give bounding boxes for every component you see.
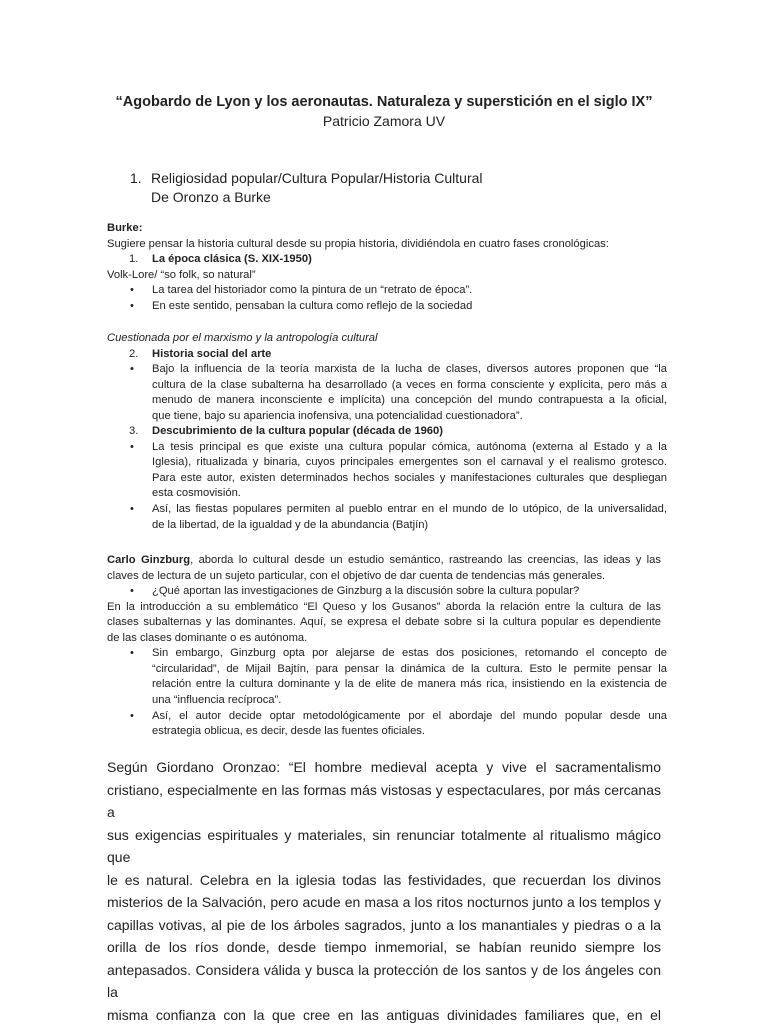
bullet-text: [152, 440, 667, 502]
burke-heading: Burke:: [107, 221, 142, 237]
bullet-icon: •: [130, 646, 134, 662]
text-line: claves de lectura de un sujeto particular, con el objetivo de dar cuenta de tendencias más generales.: [107, 569, 661, 585]
phase-3-number: 3.: [129, 424, 138, 440]
text-line: Bajo la influencia de la teoría marxista de la lucha de clases, diversos autores proponen que “la: [152, 362, 667, 378]
bullet-icon: •: [130, 283, 134, 299]
text-line: misterios de la Salvación, pero acude en masa a los ritos nocturnos junto a los templos y: [107, 891, 661, 914]
bullet-text: En este sentido, pensaban la cultura como reflejo de la sociedad: [152, 299, 472, 315]
bullet-icon: •: [130, 440, 134, 456]
text-line: La tesis principal es que existe una cultura popular cómica, autónoma (externa al Estado y a la: [152, 440, 667, 456]
text-line: Sin embargo, Ginzburg opta por alejarse de estas dos posiciones, retomando el concepto de: [152, 646, 667, 662]
text-line: esta cosmovisión.: [152, 486, 667, 502]
bullet-text: ¿Qué aportan las investigaciones de Ginzburg a la discusión sobre la cultura popular?: [152, 584, 579, 600]
bullet-text: La tarea del historiador como la pintura de un “retrato de época”.: [152, 283, 472, 299]
text-line: antepasados. Considera válida y busca la protección de los santos y de los ángeles con la: [107, 959, 661, 1004]
text-line: de la libertad, de la igualdad y de la abundancia (Batjín): [152, 518, 667, 534]
phase-1-title: La época clásica (S. XIX-1950): [152, 252, 312, 268]
text-line: estrategia oblicua, es decir, desde las fuentes oficiales.: [152, 724, 667, 740]
text-line: Para este autor, existen determinados hechos sociales y manifestaciones culturales que despliegan: [152, 471, 667, 487]
text-line: “circularidad”, de Mijail Bajtín, para pensar la dinámica de la cultura. Esto le permite pensar la: [152, 662, 667, 678]
phase-3-title: Descubrimiento de la cultura popular (década de 1960): [152, 424, 443, 440]
text-line: cristiano, especialmente en las formas más vistosas y espectaculares, por más cercanas a: [107, 779, 661, 824]
text-line: misma confianza con la que cree en las antiguas divinidades familiares que, en el: [107, 1004, 661, 1026]
bullet-text: [152, 709, 667, 740]
document-title: “Agobardo de Lyon y los aeronautas. Naturaleza y superstición en el siglo IX”: [0, 94, 768, 110]
ginzburg-paragraph-2: [107, 600, 661, 647]
document-author: Patricio Zamora UV: [0, 113, 768, 129]
text-line: Así, las fiestas populares permiten al pueblo entrar en el mundo de lo utópico, de la universalidad,: [152, 502, 667, 518]
text-line: que tiene, bajo su apariencia inofensiva, una potencialidad cuestionadora”.: [152, 409, 667, 425]
bullet-icon: •: [130, 709, 134, 725]
ginzburg-paragraph-1: [107, 553, 661, 584]
bullet-text: [152, 362, 667, 424]
bullet-icon: •: [130, 299, 134, 315]
italic-note: Cuestionada por el marxismo y la antropología cultural: [107, 331, 378, 347]
section-title-line2: De Oronzo a Burke: [151, 187, 271, 207]
burke-intro: Sugiere pensar la historia cultural desde su propia historia, dividiéndola en cuatro fases cronológicas:: [107, 237, 609, 253]
ginzburg-name: Carlo Ginzburg: [107, 554, 190, 566]
text-line: [107, 553, 661, 569]
section-number: 1.: [130, 168, 142, 188]
text-line: clases subalternas y las dominantes. Aquí, se expresa el debate sobre si la cultura popular es dependiente: [107, 615, 661, 631]
text-line: sus exigencias espirituales y materiales, sin renunciar totalmente al ritualismo mágico que: [107, 824, 661, 869]
oronzo-paragraph: [107, 756, 661, 1026]
text-span: , aborda lo cultural desde un estudio semántico, rastreando las creencias, las ideas y las: [190, 554, 661, 566]
text-line: menudo de manera inconsciente e implícita) una concepción del mundo contrapuesta a la oficial,: [152, 393, 667, 409]
section-title-line1: Religiosidad popular/Cultura Popular/Historia Cultural: [151, 168, 483, 188]
phase-2-title: Historia social del arte: [152, 347, 271, 363]
phase-1-number: 1.: [129, 252, 138, 268]
text-line: capillas votivas, al pie de los árboles sagrados, junto a los manantiales y piedras o a la: [107, 914, 661, 937]
text-line: Según Giordano Oronzao: “El hombre medieval acepta y vive el sacramentalismo: [107, 756, 661, 779]
bullet-icon: •: [130, 502, 134, 518]
text-line: orilla de los ríos donde, desde tiempo inmemorial, se habían reunido siempre los: [107, 936, 661, 959]
volk-lore-line: Volk-Lore/ “so folk, so natural”: [107, 268, 256, 284]
text-line: Así, el autor decide optar metodológicamente por el abordaje del mundo popular desde una: [152, 709, 667, 725]
text-line: relación entre la cultura dominante y la de elite de manera más rica, insistiendo en la existencia de: [152, 677, 667, 693]
text-line: En la introducción a su emblemático “El Queso y los Gusanos” aborda la relación entre la cultura de las: [107, 600, 661, 616]
bullet-text: [152, 502, 667, 533]
text-line: una “influencia recíproca”.: [152, 693, 667, 709]
text-line: le es natural. Celebra en la iglesia todas las festividades, que recuerdan los divinos: [107, 869, 661, 892]
bullet-icon: •: [130, 584, 134, 600]
text-line: Iglesia), ritualizada y binaria, cuyos principales emergentes son el carnaval y el realismo grotesco.: [152, 455, 667, 471]
text-line: cultura de la clase subalterna ha desarrollado (a veces en forma consciente y explícita, pero más a: [152, 378, 667, 394]
text-line: de las clases dominante o es autónoma.: [107, 631, 661, 647]
bullet-text: [152, 646, 667, 708]
phase-2-number: 2.: [129, 347, 138, 363]
bullet-icon: •: [130, 362, 134, 378]
